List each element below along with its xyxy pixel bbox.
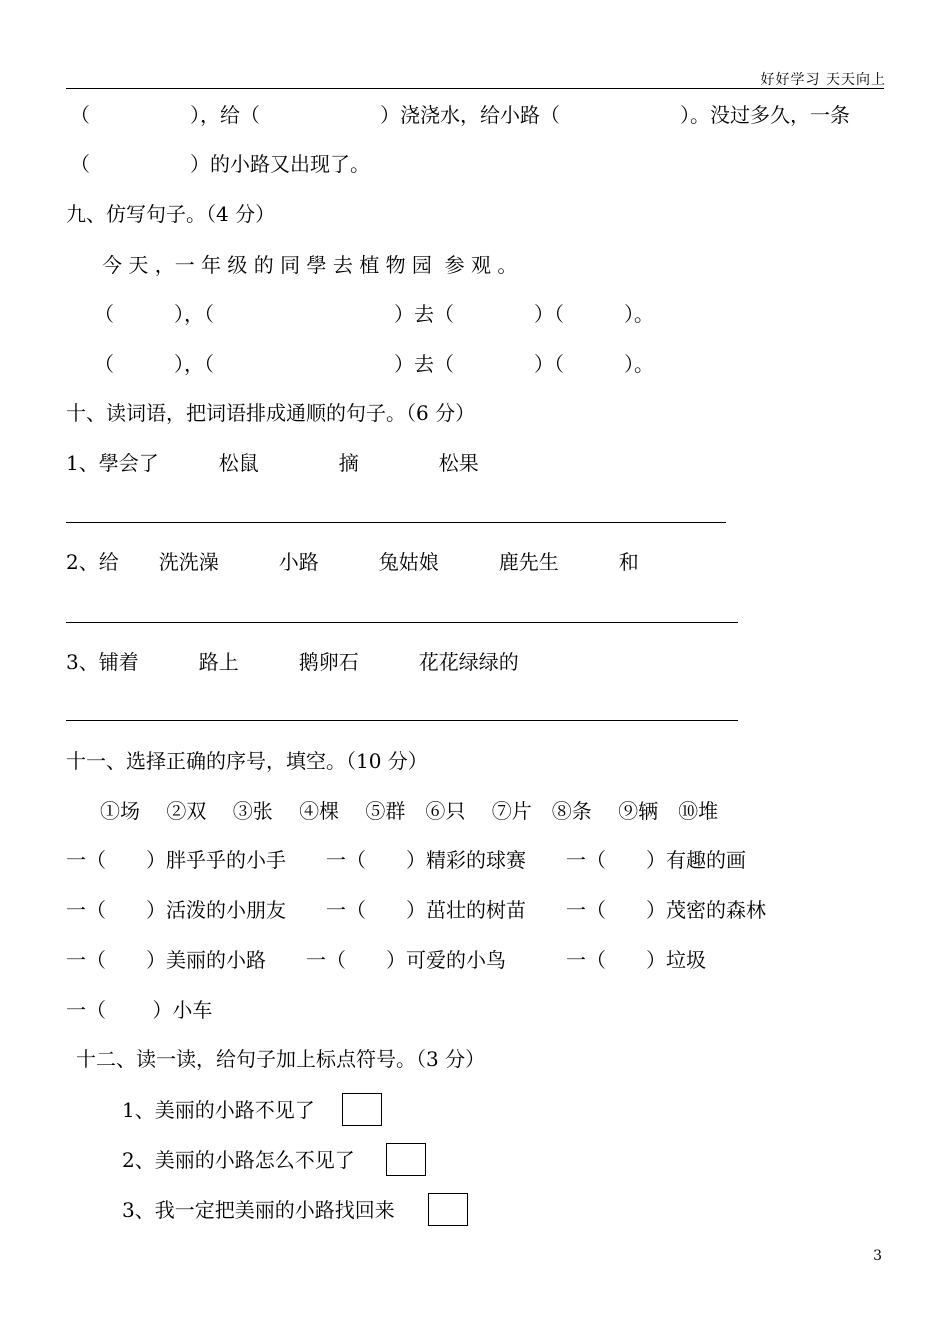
section-11-row-4[interactable]: 一（ ）小车 [66,998,213,1022]
answer-line-2[interactable] [66,622,738,623]
section-10-q2: 2、给 洗洗澡 小路 兔姑娘 鹿先生 和 [66,550,639,574]
answer-line-1[interactable] [66,522,726,523]
section-12-sentence-1: 1、美丽的小路不见了 [122,1098,315,1122]
section-10-title: 十、读词语，把词语排成通顺的句子。（6 分） [66,401,476,425]
continuation-line-1: （ ），给（ ）浇浇水，给小路（ ）。没过多久，一条 [70,103,850,127]
section-10-q3: 3、铺着 路上 鹅卵石 花花绿绿的 [66,650,519,674]
punctuation-box-1[interactable] [342,1093,382,1126]
section-11-options: ①场 ②双 ③张 ④棵 ⑤群 ⑥只 ⑦片 ⑧条 ⑨辆 ⑩堆 [100,799,719,823]
section-9-title: 九、仿写句子。（4 分） [66,202,276,226]
section-11-title: 十一、选择正确的序号，填空。（10 分） [66,749,428,773]
section-11-row-2[interactable]: 一（ ）活泼的小朋友 一（ ）茁壮的树苗 一（ ）茂密的森林 [66,898,766,922]
section-12-title: 十二、读一读，给句子加上标点符号。（3 分） [76,1047,486,1071]
section-12-sentence-2: 2、美丽的小路怎么不见了 [122,1148,355,1172]
header-rule [66,88,884,89]
punctuation-box-3[interactable] [428,1193,468,1226]
section-11-row-1[interactable]: 一（ ）胖乎乎的小手 一（ ）精彩的球赛 一（ ）有趣的画 [66,848,746,872]
page-number: 3 [873,1248,882,1264]
section-9-blank-2[interactable]: （ ），（ ）去（ ）（ ）。 [94,352,654,376]
section-12-sentence-3: 3、我一定把美丽的小路找回来 [122,1198,395,1222]
section-10-q1: 1、學会了 松鼠 摘 松果 [66,451,479,475]
section-9-blank-1[interactable]: （ ），（ ）去（ ）（ ）。 [94,302,654,326]
section-9-example: 今 天 ，一 年 级 的 同 學 去 植 物 园 参 观 。 [102,253,518,277]
punctuation-box-2[interactable] [386,1143,426,1176]
answer-line-3[interactable] [66,720,738,721]
continuation-line-2: （ ）的小路又出现了。 [70,152,370,176]
section-11-row-3[interactable]: 一（ ）美丽的小路 一（ ）可爱的小鸟 一（ ）垃圾 [66,948,706,972]
header-motto: 好好学习 天天向上 [760,72,886,88]
